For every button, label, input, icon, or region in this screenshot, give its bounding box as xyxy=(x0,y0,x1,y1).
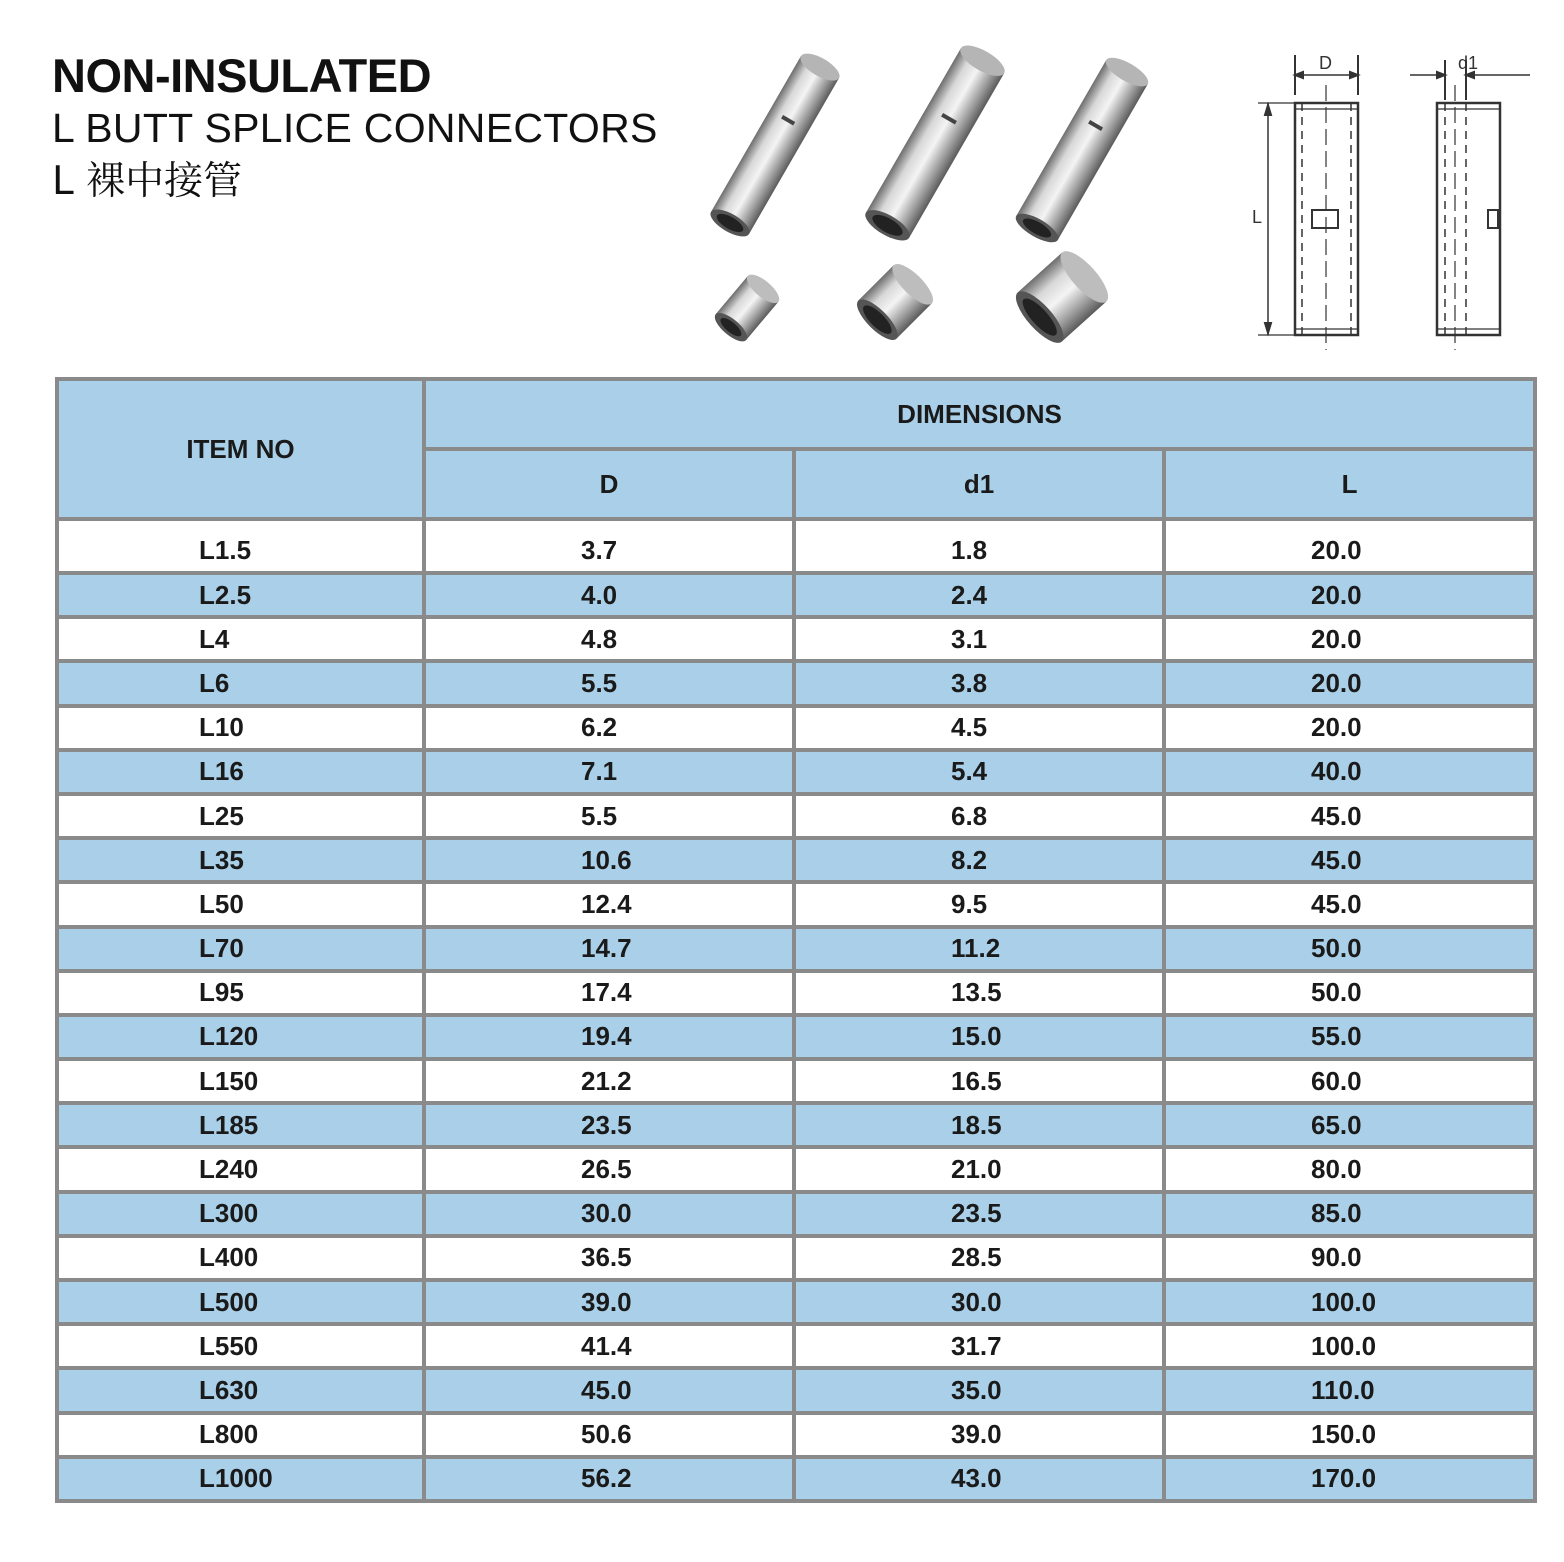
side-view xyxy=(1410,60,1530,350)
table-row xyxy=(57,1280,1535,1324)
table-row xyxy=(57,573,1535,617)
cell-L: 45.0 xyxy=(1164,838,1535,882)
page-title: NON-INSULATED xyxy=(52,49,432,102)
header-d1: d1 xyxy=(794,449,1164,519)
cell-d1: 18.5 xyxy=(794,1103,1164,1147)
table-row xyxy=(57,1192,1535,1236)
cell-L: 90.0 xyxy=(1164,1236,1535,1280)
table-row xyxy=(57,706,1535,750)
long-tube-3 xyxy=(1012,52,1153,247)
label-L: L xyxy=(1252,207,1263,227)
cell-item-no: L500 xyxy=(57,1280,424,1324)
cell-D: 56.2 xyxy=(424,1457,794,1501)
cell-item-no: L25 xyxy=(57,794,424,838)
cell-L: 50.0 xyxy=(1164,971,1535,1015)
table-row xyxy=(57,838,1535,882)
cell-D: 21.2 xyxy=(424,1059,794,1103)
cell-L: 20.0 xyxy=(1164,519,1535,573)
cell-d1: 1.8 xyxy=(794,519,1164,573)
table-row xyxy=(57,1324,1535,1368)
cell-D: 14.7 xyxy=(424,927,794,971)
cell-d1: 8.2 xyxy=(794,838,1164,882)
cell-D: 39.0 xyxy=(424,1280,794,1324)
cell-d1: 21.0 xyxy=(794,1147,1164,1191)
cell-L: 150.0 xyxy=(1164,1413,1535,1457)
table-row xyxy=(57,1015,1535,1059)
cell-d1: 39.0 xyxy=(794,1413,1164,1457)
cell-d1: 23.5 xyxy=(794,1192,1164,1236)
cell-d1: 2.4 xyxy=(794,573,1164,617)
cell-item-no: L35 xyxy=(57,838,424,882)
cell-L: 170.0 xyxy=(1164,1457,1535,1501)
table-row xyxy=(57,519,1535,573)
cell-D: 10.6 xyxy=(424,838,794,882)
header-L: L xyxy=(1164,449,1535,519)
header-D: D xyxy=(424,449,794,519)
cell-L: 100.0 xyxy=(1164,1280,1535,1324)
header-item-no: ITEM NO xyxy=(57,379,424,519)
cell-L: 65.0 xyxy=(1164,1103,1535,1147)
short-tube-1 xyxy=(710,270,783,346)
cell-d1: 15.0 xyxy=(794,1015,1164,1059)
cell-L: 20.0 xyxy=(1164,573,1535,617)
table-row xyxy=(57,1413,1535,1457)
table-row xyxy=(57,1457,1535,1501)
cell-d1: 11.2 xyxy=(794,927,1164,971)
table-row xyxy=(57,1103,1535,1147)
cell-d1: 35.0 xyxy=(794,1368,1164,1412)
label-d1: d1 xyxy=(1458,53,1479,73)
cell-item-no: L10 xyxy=(57,706,424,750)
cell-item-no: L800 xyxy=(57,1413,424,1457)
table-row xyxy=(57,617,1535,661)
table-row xyxy=(57,882,1535,926)
table-row xyxy=(57,1368,1535,1412)
cell-L: 80.0 xyxy=(1164,1147,1535,1191)
cell-item-no: L4 xyxy=(57,617,424,661)
cell-d1: 3.1 xyxy=(794,617,1164,661)
page-title-chinese: L 裸中接管 xyxy=(52,159,243,204)
dimensions-table xyxy=(55,377,1537,1503)
table-row xyxy=(57,1059,1535,1103)
cell-L: 60.0 xyxy=(1164,1059,1535,1103)
table-row xyxy=(57,971,1535,1015)
cell-item-no: L550 xyxy=(57,1324,424,1368)
cell-D: 12.4 xyxy=(424,882,794,926)
cell-item-no: L300 xyxy=(57,1192,424,1236)
cell-item-no: L2.5 xyxy=(57,573,424,617)
cell-d1: 6.8 xyxy=(794,794,1164,838)
table-row xyxy=(57,1236,1535,1280)
cell-d1: 9.5 xyxy=(794,882,1164,926)
cell-L: 45.0 xyxy=(1164,794,1535,838)
header-dimensions: DIMENSIONS xyxy=(424,379,1535,449)
cell-d1: 5.4 xyxy=(794,750,1164,794)
cell-D: 19.4 xyxy=(424,1015,794,1059)
cell-L: 20.0 xyxy=(1164,706,1535,750)
cell-D: 41.4 xyxy=(424,1324,794,1368)
cell-L: 85.0 xyxy=(1164,1192,1535,1236)
cell-item-no: L150 xyxy=(57,1059,424,1103)
table-row xyxy=(57,661,1535,705)
cell-D: 36.5 xyxy=(424,1236,794,1280)
cell-L: 20.0 xyxy=(1164,661,1535,705)
product-photos xyxy=(700,40,1170,360)
cell-item-no: L6 xyxy=(57,661,424,705)
cell-L: 110.0 xyxy=(1164,1368,1535,1412)
cell-item-no: L1.5 xyxy=(57,519,424,573)
cell-D: 45.0 xyxy=(424,1368,794,1412)
cell-d1: 30.0 xyxy=(794,1280,1164,1324)
cell-item-no: L400 xyxy=(57,1236,424,1280)
table-row xyxy=(57,794,1535,838)
cell-D: 17.4 xyxy=(424,971,794,1015)
cell-item-no: L120 xyxy=(57,1015,424,1059)
cell-item-no: L240 xyxy=(57,1147,424,1191)
cell-D: 6.2 xyxy=(424,706,794,750)
cell-item-no: L185 xyxy=(57,1103,424,1147)
cell-D: 5.5 xyxy=(424,661,794,705)
cell-D: 7.1 xyxy=(424,750,794,794)
cell-d1: 4.5 xyxy=(794,706,1164,750)
long-tube-2 xyxy=(861,40,1009,246)
cell-d1: 31.7 xyxy=(794,1324,1164,1368)
table-row xyxy=(57,750,1535,794)
table-row xyxy=(57,927,1535,971)
cell-item-no: L1000 xyxy=(57,1457,424,1501)
cell-D: 3.7 xyxy=(424,519,794,573)
page-subtitle: L BUTT SPLICE CONNECTORS xyxy=(52,105,658,151)
front-view xyxy=(1258,55,1358,350)
cell-L: 55.0 xyxy=(1164,1015,1535,1059)
cell-d1: 43.0 xyxy=(794,1457,1164,1501)
title-block xyxy=(52,50,658,210)
table-row xyxy=(57,1147,1535,1191)
long-tube-1 xyxy=(706,48,843,241)
cell-L: 20.0 xyxy=(1164,617,1535,661)
short-tube-3 xyxy=(1009,244,1116,349)
cell-L: 100.0 xyxy=(1164,1324,1535,1368)
cell-D: 4.0 xyxy=(424,573,794,617)
cell-item-no: L95 xyxy=(57,971,424,1015)
label-D: D xyxy=(1319,53,1332,73)
cell-L: 45.0 xyxy=(1164,882,1535,926)
cell-d1: 16.5 xyxy=(794,1059,1164,1103)
cell-item-no: L630 xyxy=(57,1368,424,1412)
cell-item-no: L50 xyxy=(57,882,424,926)
cell-D: 23.5 xyxy=(424,1103,794,1147)
cell-d1: 3.8 xyxy=(794,661,1164,705)
cell-D: 50.6 xyxy=(424,1413,794,1457)
short-tube-2 xyxy=(851,258,939,346)
cell-d1: 28.5 xyxy=(794,1236,1164,1280)
cell-item-no: L70 xyxy=(57,927,424,971)
cell-L: 50.0 xyxy=(1164,927,1535,971)
cell-item-no: L16 xyxy=(57,750,424,794)
cell-D: 30.0 xyxy=(424,1192,794,1236)
cell-d1: 13.5 xyxy=(794,971,1164,1015)
cell-D: 4.8 xyxy=(424,617,794,661)
cell-D: 26.5 xyxy=(424,1147,794,1191)
dimension-diagram xyxy=(1240,45,1540,355)
cell-L: 40.0 xyxy=(1164,750,1535,794)
table-body xyxy=(57,519,1535,1501)
cell-D: 5.5 xyxy=(424,794,794,838)
